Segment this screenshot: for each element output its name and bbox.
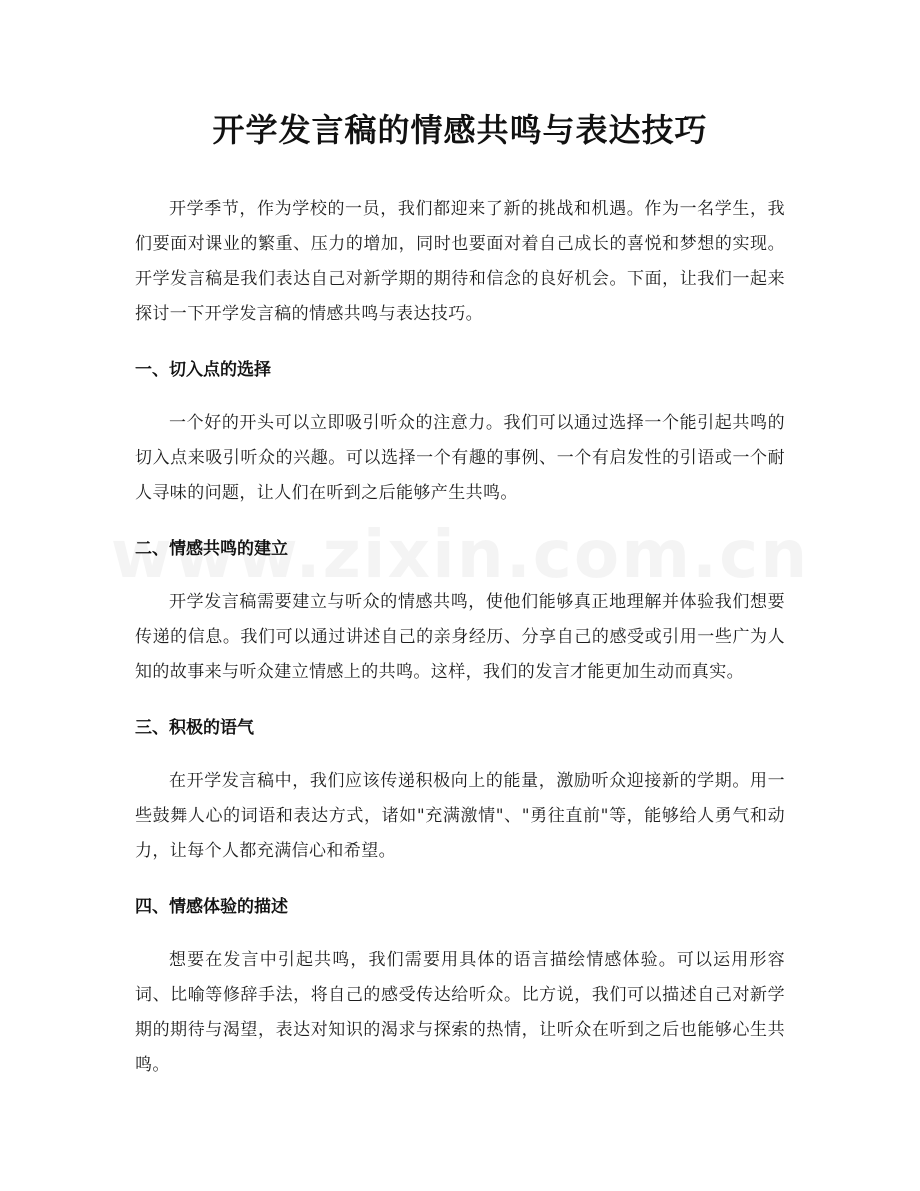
section-body-4: 想要在发言中引起共鸣，我们需要用具体的语言描绘情感体验。可以运用形容词、比喻等修辞手法，将自己的感受传达给听众。比方说，我们可以描述自己对新学期的期待与渴望，表达对知识的渴求与探索的热情，让听众在听到之后也能够心生共鸣。 (135, 950, 785, 1075)
section-body-2: 开学发言稿需要建立与听众的情感共鸣，使他们能够真正地理解并体验我们想要传递的信息。我们可以通过讲述自己的亲身经历、分享自己的感受或引用一些广为人知的故事来与听众建立情感上的共鸣。这样，我们的发言才能更加生动而真实。 (135, 592, 785, 682)
section-body-1: 一个好的开头可以立即吸引听众的注意力。我们可以通过选择一个能引起共鸣的切入点来吸引听众的兴趣。可以选择一个有趣的事例、一个有启发性的引语或一个耐人寻味的问题，让人们在听到之后能够产生共鸣。 (135, 413, 785, 503)
section-heading-3: 三、积极的语气 (135, 718, 254, 738)
section-body-3: 在开学发言稿中，我们应该传递积极向上的能量，激励听众迎接新的学期。用一些鼓舞人心的词语和表达方式，诸如"充满激情"、"勇往直前"等，能够给人勇气和动力，让每个人都充满信心和希望。 (135, 771, 785, 861)
section-heading-2: 二、情感共鸣的建立 (135, 539, 288, 559)
section-heading-4: 四、情感体验的描述 (135, 897, 288, 917)
document-title: 开学发言稿的情感共鸣与表达技巧 (212, 111, 708, 149)
intro-paragraph: 开学季节，作为学校的一员，我们都迎来了新的挑战和机遇。作为一名学生，我们要面对课业的繁重、压力的增加，同时也要面对着自己成长的喜悦和梦想的实现。开学发言稿是我们表达自己对新学期的期待和信念的良好机会。下面，让我们一起来探讨一下开学发言稿的情感共鸣与表达技巧。 (135, 199, 785, 324)
section-heading-1: 一、切入点的选择 (135, 360, 271, 380)
